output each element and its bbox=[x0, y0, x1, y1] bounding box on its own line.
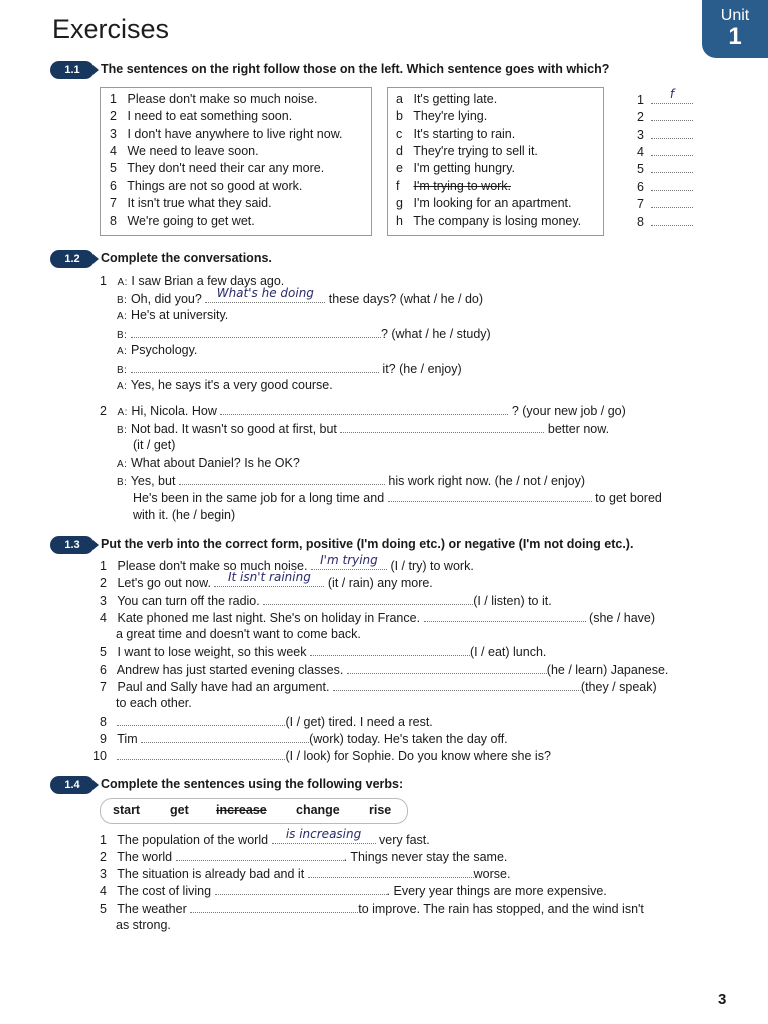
exercise-1-1-instruction: The sentences on the right follow those on the left. Which sentence goes with which? bbox=[101, 62, 610, 76]
page-title: Exercises bbox=[52, 14, 170, 44]
exercise-item: 8 (I / get) tired. I need a rest. bbox=[100, 715, 433, 729]
handwritten-answer: is increasing bbox=[285, 827, 362, 841]
unit-number: 1 bbox=[728, 23, 742, 50]
right-sentence: e I'm getting hungry. bbox=[396, 161, 515, 175]
answer-line[interactable] bbox=[176, 848, 344, 861]
exercise-item: 3 The situation is already bad and it worse. bbox=[100, 867, 511, 881]
left-sentence: 4 We need to leave soon. bbox=[110, 144, 259, 158]
handwritten-answer: f bbox=[669, 87, 675, 101]
exercise-item: 1 The population of the world is increasing very fast. bbox=[100, 827, 430, 847]
answer-line[interactable] bbox=[117, 747, 285, 760]
exercise-item: 3 You can turn off the radio. (I / listen) to it. bbox=[100, 594, 552, 608]
answer-line[interactable] bbox=[131, 325, 381, 338]
left-sentence: 5 They don't need their car any more. bbox=[110, 161, 325, 175]
conversation-line: B: Yes, but his work right now. (he / not / enjoy) bbox=[117, 474, 586, 488]
answer-line[interactable] bbox=[272, 827, 376, 844]
conversation-line: A: What about Daniel? Is he OK? bbox=[117, 456, 300, 470]
answer-line[interactable] bbox=[220, 402, 508, 415]
answer-line[interactable] bbox=[263, 592, 473, 605]
left-sentence: 6 Things are not so good at work. bbox=[110, 179, 303, 193]
answer-line[interactable] bbox=[424, 609, 586, 622]
exercise-item: 7 Paul and Sally have had an argument. (they / speak) bbox=[100, 680, 657, 694]
exercise-item: 2 The world . Things never stay the same. bbox=[100, 850, 508, 864]
answer-line[interactable]: 5 bbox=[637, 160, 693, 177]
exercise-item: 4 Kate phoned me last night. She's on holiday in France. (she / have) bbox=[100, 611, 656, 625]
exercise-item: 5 The weather to improve. The rain has stopped, and the wind isn't bbox=[100, 902, 644, 916]
answer-line[interactable] bbox=[347, 661, 547, 674]
verb-option: get bbox=[170, 803, 189, 817]
answer-line[interactable]: 6 bbox=[637, 178, 693, 195]
right-sentence: b They're lying. bbox=[396, 109, 488, 123]
right-sentence: d They're trying to sell it. bbox=[396, 144, 538, 158]
exercise-badge-1-4: 1.4 bbox=[50, 776, 94, 794]
verb-option: rise bbox=[369, 803, 392, 817]
conversation-line: 1 A: I saw Brian a few days ago. bbox=[100, 274, 285, 288]
verb-option: start bbox=[113, 803, 141, 817]
exercise-item: 1 Please don't make so much noise. I'm trying (I / try) to work. bbox=[100, 553, 474, 573]
page-number: 3 bbox=[718, 991, 727, 1008]
exercise-badge-1-3: 1.3 bbox=[50, 536, 94, 554]
unit-label: Unit bbox=[720, 7, 750, 24]
right-sentence: c It's starting to rain. bbox=[396, 127, 516, 141]
answer-line[interactable] bbox=[179, 472, 385, 485]
left-sentence: 8 We're going to get wet. bbox=[110, 214, 255, 228]
conversation-line: with it. (he / begin) bbox=[133, 508, 236, 522]
left-sentence: 3 I don't have anywhere to live right now. bbox=[110, 127, 343, 141]
conversation-line: A: Psychology. bbox=[117, 343, 198, 357]
exercise-item: 2 Let's go out now. It isn't raining (it / rain) any more. bbox=[100, 570, 433, 590]
exercise-item: 4 The cost of living . Every year things are more expensive. bbox=[100, 884, 607, 898]
exercise-badge-1-2: 1.2 bbox=[50, 250, 94, 268]
exercise-item: 6 Andrew has just started evening classes. (he / learn) Japanese. bbox=[100, 663, 669, 677]
left-sentence: 1 Please don't make so much noise. bbox=[110, 92, 318, 106]
answer-line[interactable]: 4 bbox=[637, 143, 693, 160]
answer-line[interactable] bbox=[190, 900, 358, 913]
conversation-line: A: He's at university. bbox=[117, 308, 229, 322]
handwritten-answer: What's he doing bbox=[216, 286, 314, 300]
exercise-1-3-instruction: Put the verb into the correct form, positive (I'm doing etc.) or negative (I'm not doing etc.). bbox=[101, 537, 634, 551]
unit-tab bbox=[702, 0, 768, 58]
exercise-1-4-instruction: Complete the sentences using the following verbs: bbox=[101, 777, 404, 791]
exercise-badge-1-1: 1.1 bbox=[50, 61, 94, 79]
answer-line[interactable] bbox=[388, 489, 592, 502]
answer-line[interactable] bbox=[340, 420, 544, 433]
conversation-line: A: Yes, he says it's a very good course. bbox=[117, 378, 333, 392]
right-sentence: g I'm looking for an apartment. bbox=[396, 196, 572, 210]
conversation-line: B: it? (he / enjoy) bbox=[117, 362, 462, 376]
exercise-item-continued: a great time and doesn't want to come back. bbox=[116, 627, 361, 641]
answer-line[interactable] bbox=[131, 360, 379, 373]
conversation-line: B: Not bad. It wasn't so good at first, but better now. bbox=[117, 422, 610, 436]
conversation-line: 2 A: Hi, Nicola. How ? (your new job / go) bbox=[100, 404, 626, 418]
handwritten-answer: It isn't raining bbox=[227, 570, 311, 584]
conversation-line: He's been in the same job for a long time and to get bored bbox=[133, 491, 662, 505]
left-sentence: 2 I need to eat something soon. bbox=[110, 109, 293, 123]
answer-line[interactable]: 8 bbox=[637, 213, 693, 230]
answer-line[interactable] bbox=[310, 643, 470, 656]
right-sentence: h The company is losing money. bbox=[396, 214, 582, 228]
verb-option: change bbox=[296, 803, 340, 817]
answer-line[interactable] bbox=[205, 286, 325, 303]
left-sentence: 7 It isn't true what they said. bbox=[110, 196, 272, 210]
answer-line[interactable]: 2 bbox=[637, 108, 693, 125]
answer-line[interactable] bbox=[214, 570, 324, 587]
conversation-line: B: Oh, did you? What's he doing these days? (what / he / do) bbox=[117, 286, 484, 306]
answer-line[interactable] bbox=[117, 713, 285, 726]
answer-line[interactable]: 3 bbox=[637, 126, 693, 143]
answer-line[interactable] bbox=[308, 865, 474, 878]
exercise-item-continued: as strong. bbox=[116, 918, 171, 932]
answer-line[interactable] bbox=[333, 678, 581, 691]
conversation-line: (it / get) bbox=[133, 438, 176, 452]
exercise-item: 9 Tim (work) today. He's taken the day off. bbox=[100, 732, 508, 746]
struck-example: I'm trying to work. bbox=[413, 179, 512, 193]
exercise-item: 10 (I / look) for Sophie. Do you know where she is? bbox=[93, 749, 551, 763]
conversation-line: B: ? (what / he / study) bbox=[117, 327, 491, 341]
answer-line[interactable] bbox=[215, 882, 387, 895]
answer-line[interactable] bbox=[141, 730, 309, 743]
handwritten-answer: I'm trying bbox=[320, 553, 378, 567]
exercise-item-continued: to each other. bbox=[116, 696, 192, 710]
exercise-item: 5 I want to lose weight, so this week (I / eat) lunch. bbox=[100, 645, 547, 659]
verb-option-used: increase bbox=[216, 803, 267, 817]
answer-line[interactable]: 7 bbox=[637, 195, 693, 212]
answer-line[interactable]: 1 f bbox=[637, 91, 693, 108]
right-sentence: a It's getting late. bbox=[396, 92, 498, 106]
right-sentence: f I'm trying to work. bbox=[396, 179, 512, 193]
exercise-1-2-instruction: Complete the conversations. bbox=[101, 251, 272, 265]
